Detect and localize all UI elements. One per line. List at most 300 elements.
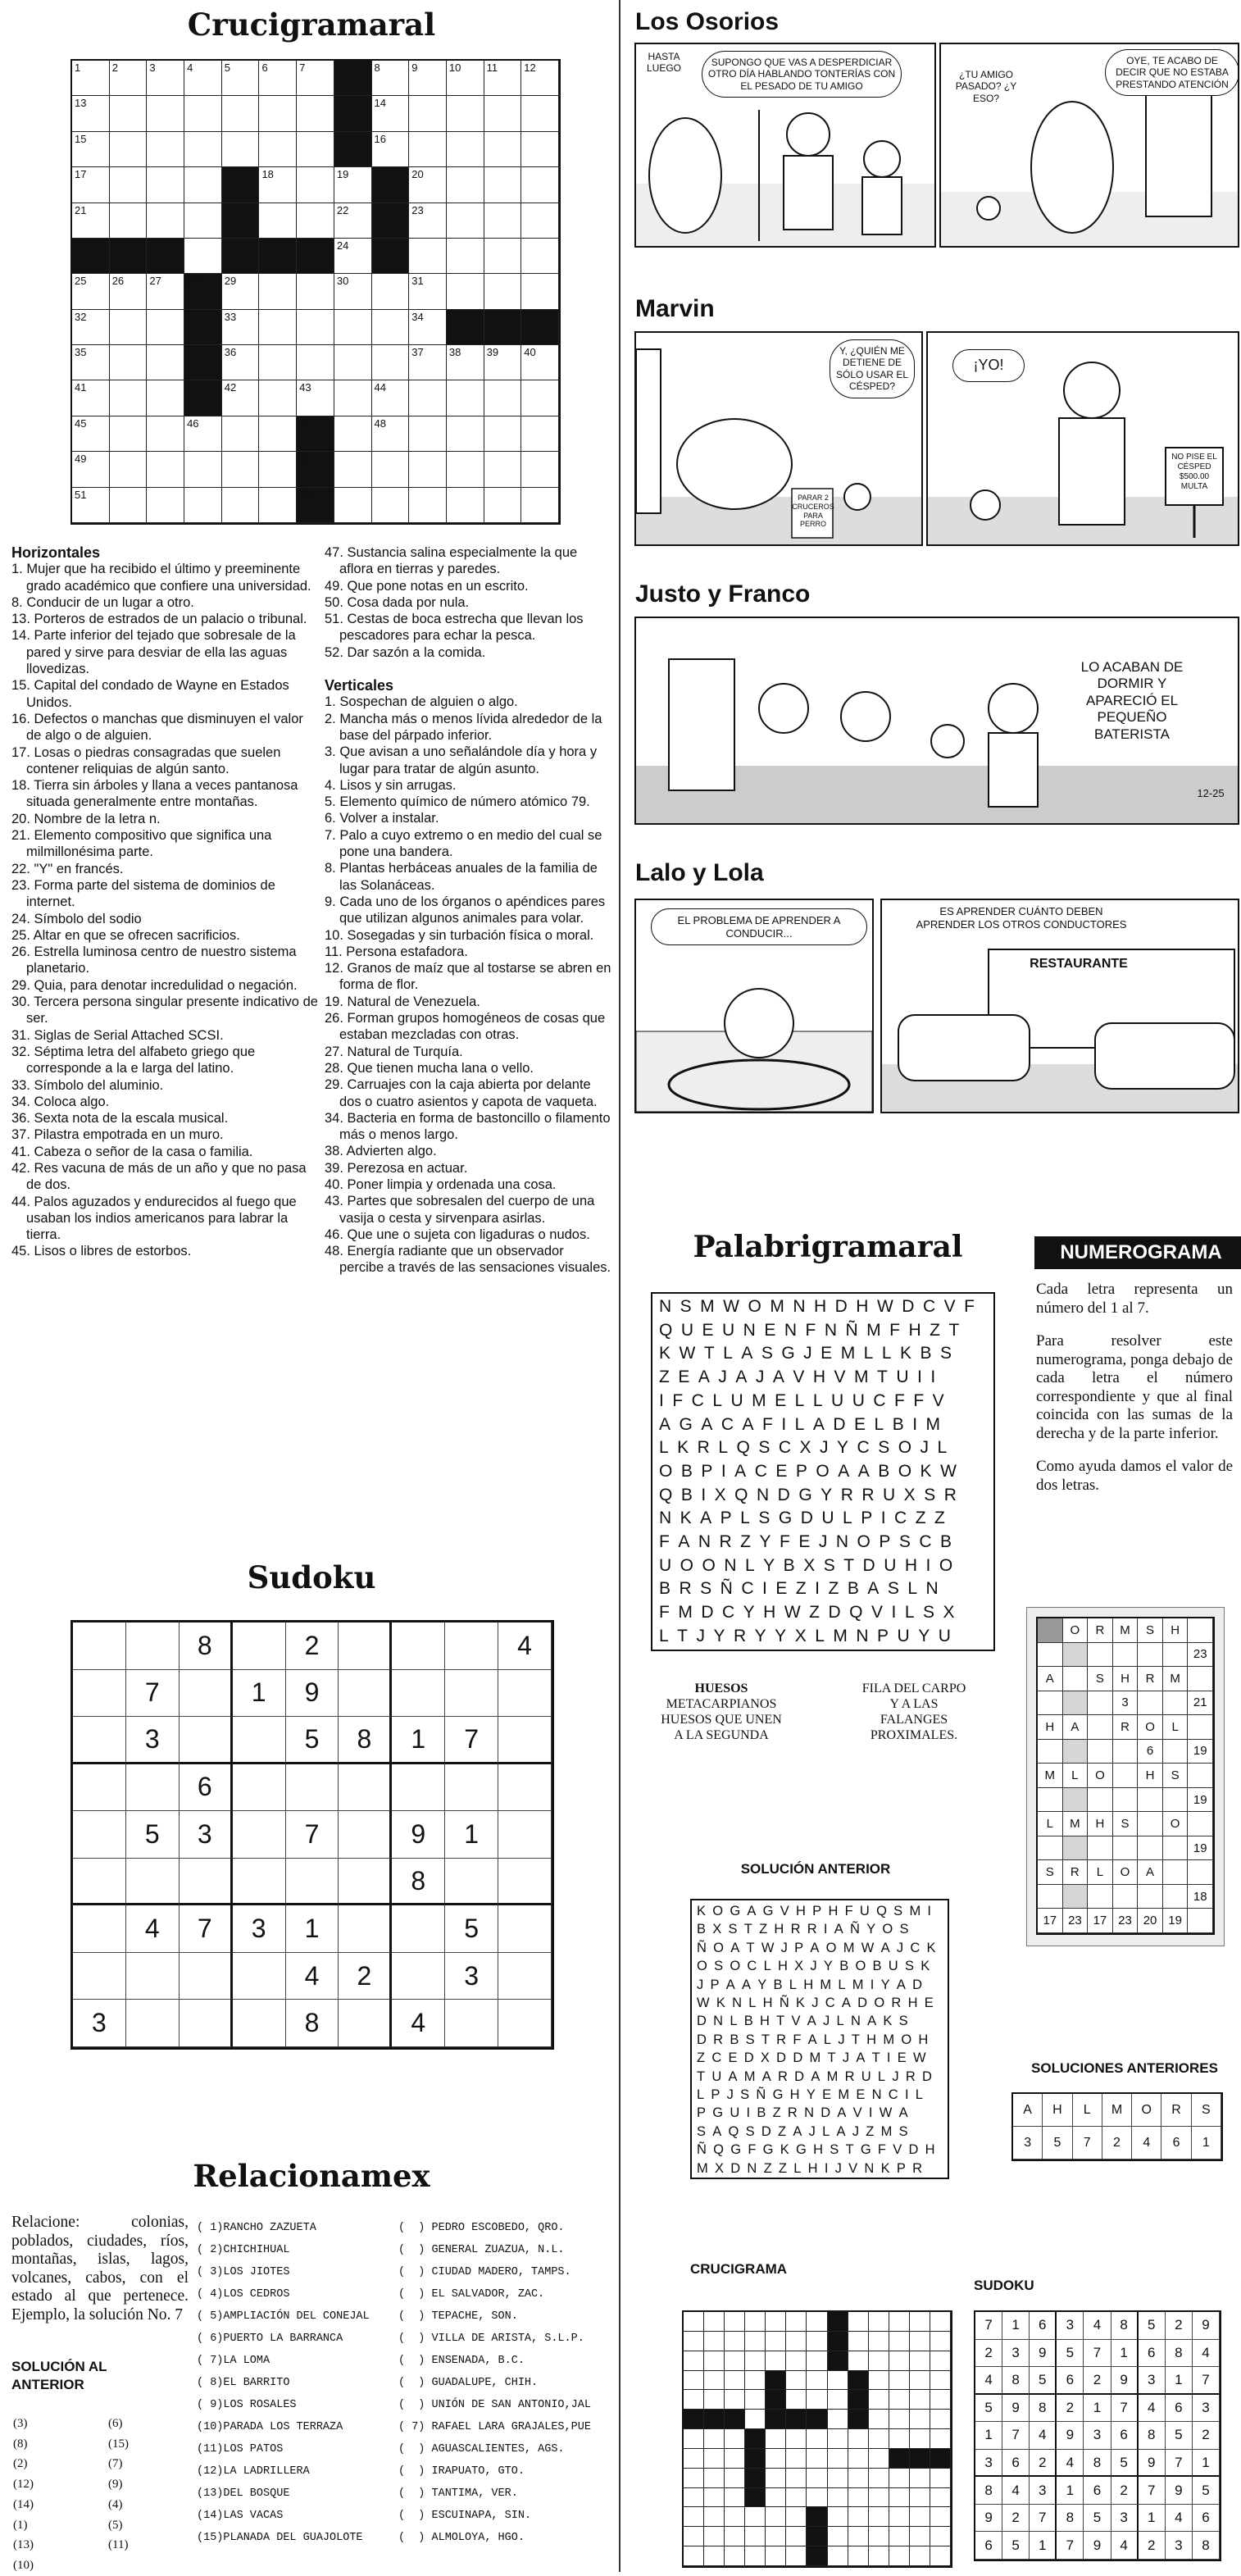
numerograma-cell[interactable]	[1138, 1885, 1163, 1909]
sudoku-cell[interactable]: 4	[126, 1905, 180, 1953]
crossword-cell[interactable]	[222, 452, 260, 487]
crossword-cell[interactable]	[409, 203, 447, 239]
numerograma-cell[interactable]	[1063, 1885, 1089, 1909]
crossword-cell[interactable]	[372, 96, 410, 131]
numerograma-cell: A	[1038, 1667, 1063, 1691]
numerograma-cell[interactable]	[1163, 1788, 1189, 1813]
sudoku-cell[interactable]: 9	[286, 1670, 339, 1718]
crossword-cell[interactable]	[72, 203, 110, 239]
crossword-cell[interactable]	[147, 345, 184, 380]
sudoku-cell[interactable]: 3	[180, 1811, 233, 1859]
crossword-cell[interactable]	[110, 488, 148, 523]
crossword-cell[interactable]	[521, 96, 559, 131]
crossword-cell[interactable]	[372, 380, 410, 416]
crossword-cell[interactable]	[334, 416, 372, 452]
crucigrama-solution-grid	[682, 2310, 952, 2568]
solution-cell	[848, 2546, 869, 2566]
solution-cell	[704, 2488, 725, 2508]
crossword-cell[interactable]	[222, 96, 260, 131]
crossword-cell[interactable]	[110, 416, 148, 452]
crossword-cell[interactable]	[222, 310, 260, 345]
sudoku-cell[interactable]	[73, 1764, 126, 1812]
numerograma-cell[interactable]	[1038, 1836, 1063, 1861]
crossword-cell[interactable]	[259, 203, 297, 239]
numerograma-cell[interactable]	[1138, 1812, 1163, 1836]
sudoku-solution-cell: 6	[1084, 2477, 1111, 2505]
numerograma-cell[interactable]	[1113, 1643, 1139, 1668]
crossword-cell[interactable]	[147, 203, 184, 239]
crossword-cell[interactable]	[372, 274, 410, 309]
numerograma-cell[interactable]	[1038, 1740, 1063, 1764]
crossword-cell[interactable]	[72, 488, 110, 523]
crossword-cell[interactable]	[484, 452, 522, 487]
clue: 42. Res vacuna de más de un año y que no pasa de dos.	[11, 1160, 307, 1193]
sudoku-cell[interactable]: 8	[339, 1717, 392, 1764]
crossword-cell[interactable]	[72, 274, 110, 309]
crossword-cell[interactable]	[259, 61, 297, 96]
crossword-cell[interactable]	[222, 416, 260, 452]
crossword-cell[interactable]	[147, 310, 184, 345]
crossword-cell[interactable]	[372, 345, 410, 380]
sudoku-cell[interactable]	[233, 1623, 286, 1670]
sudoku-cell[interactable]	[498, 1670, 552, 1718]
crossword-cell[interactable]	[297, 203, 334, 239]
sudoku-solution-cell: 6	[975, 2532, 1002, 2560]
cell-number: 23	[411, 203, 424, 216]
crossword-cell[interactable]	[110, 61, 148, 96]
crossword-cell[interactable]	[110, 310, 148, 345]
numerograma-cell[interactable]	[1088, 1740, 1113, 1764]
numerograma-cell[interactable]	[1163, 1836, 1189, 1861]
crossword-cell[interactable]	[297, 345, 334, 380]
sudoku-cell[interactable]: 1	[233, 1670, 286, 1718]
sudoku-cell[interactable]: 1	[392, 1717, 445, 1764]
sudoku-cell[interactable]	[392, 1953, 445, 2000]
crossword-cell[interactable]	[409, 452, 447, 487]
numerograma-cell[interactable]	[1163, 1885, 1189, 1909]
numerograma-cell[interactable]	[1113, 1764, 1139, 1788]
crossword-cell[interactable]	[521, 380, 559, 416]
crossword-cell[interactable]	[72, 61, 110, 96]
numerograma-cell[interactable]	[1138, 1788, 1163, 1813]
sudoku-cell[interactable]: 1	[445, 1811, 498, 1859]
sudoku-cell[interactable]: 7	[286, 1811, 339, 1859]
crossword-cell[interactable]	[259, 380, 297, 416]
crossword-cell[interactable]	[521, 239, 559, 274]
crossword-cell[interactable]	[147, 452, 184, 487]
crossword-cell[interactable]	[184, 239, 222, 274]
crossword-cell[interactable]	[334, 310, 372, 345]
numerograma-cell[interactable]	[1088, 1885, 1113, 1909]
crossword-cell[interactable]	[409, 380, 447, 416]
sudoku-cell[interactable]	[73, 1670, 126, 1718]
numerograma-cell[interactable]	[1038, 1788, 1063, 1813]
sudoku-cell[interactable]	[126, 1859, 180, 1906]
sudoku-cell[interactable]: 2	[286, 1623, 339, 1670]
word-search-row: Z C E D X D D M T J A T I E W	[697, 2050, 926, 2066]
crossword-cell[interactable]	[521, 488, 559, 523]
sudoku-cell[interactable]: 5	[286, 1717, 339, 1764]
crossword-cell[interactable]	[184, 167, 222, 203]
cell-number: 8	[374, 61, 380, 74]
numerograma-cell[interactable]	[1113, 1740, 1139, 1764]
crossword-cell[interactable]	[334, 380, 372, 416]
crossword-cell[interactable]	[147, 61, 184, 96]
crossword-cell[interactable]	[447, 96, 484, 131]
crossword-cell[interactable]	[110, 345, 148, 380]
crossword-cell[interactable]	[484, 488, 522, 523]
sudoku-cell[interactable]	[73, 1717, 126, 1764]
crossword-cell[interactable]	[521, 416, 559, 452]
crossword-cell[interactable]	[184, 452, 222, 487]
numerograma-cell[interactable]	[1163, 1860, 1189, 1885]
crossword-cell[interactable]	[409, 488, 447, 523]
crossword-cell[interactable]	[484, 380, 522, 416]
crossword-cell[interactable]	[334, 167, 372, 203]
crossword-cell[interactable]	[72, 96, 110, 131]
crossword-cell[interactable]	[297, 96, 334, 131]
solution-cell	[889, 2469, 910, 2488]
crossword-grid[interactable]	[70, 59, 561, 525]
crossword-cell[interactable]	[259, 310, 297, 345]
crossword-cell[interactable]	[372, 488, 410, 523]
crossword-cell[interactable]	[184, 203, 222, 239]
solution-cell	[930, 2469, 951, 2488]
sudoku-cell[interactable]	[73, 1859, 126, 1906]
sudoku-cell[interactable]: 3	[445, 1953, 498, 2000]
numerograma-cell[interactable]	[1063, 1643, 1089, 1668]
relacion-right-item: ( ) ESCUINAPA, SIN.	[398, 2510, 532, 2522]
numerograma-cell[interactable]	[1138, 1691, 1163, 1716]
sudoku-cell[interactable]	[180, 1859, 233, 1906]
sudoku-cell[interactable]: 8	[286, 2000, 339, 2047]
crossword-cell[interactable]	[372, 416, 410, 452]
crossword-cell[interactable]	[447, 345, 484, 380]
sudoku-cell[interactable]: 3	[126, 1717, 180, 1764]
crossword-cell[interactable]	[110, 203, 148, 239]
sudoku-cell[interactable]	[126, 1764, 180, 1812]
crossword-cell[interactable]	[334, 274, 372, 309]
sudoku-cell[interactable]	[445, 1859, 498, 1906]
crossword-cell[interactable]	[72, 345, 110, 380]
numerograma-cell[interactable]	[1113, 1836, 1139, 1861]
crossword-cell[interactable]	[521, 167, 559, 203]
crossword-cell[interactable]	[297, 132, 334, 167]
crossword-cell[interactable]	[334, 488, 372, 523]
sudoku-cell[interactable]: 2	[339, 1953, 392, 2000]
sudoku-cell[interactable]	[392, 1764, 445, 1812]
sudoku-cell[interactable]: 5	[445, 1905, 498, 1953]
crossword-cell[interactable]	[521, 203, 559, 239]
cell-number: 13	[75, 97, 87, 110]
cell-number: 37	[411, 346, 424, 359]
crossword-cell[interactable]	[521, 452, 559, 487]
crossword-cell[interactable]	[259, 488, 297, 523]
crossword-cell[interactable]	[484, 416, 522, 452]
crossword-cell[interactable]	[484, 239, 522, 274]
numerograma-cell[interactable]	[1063, 1667, 1089, 1691]
sudoku-cell[interactable]	[73, 1811, 126, 1859]
solution-cell	[848, 2469, 869, 2488]
sudoku-cell[interactable]	[339, 1764, 392, 1812]
sudoku-cell[interactable]	[233, 1953, 286, 2000]
crossword-cell[interactable]	[184, 488, 222, 523]
crossword-cell[interactable]	[297, 61, 334, 96]
word-search-row: F A N R Z Y F E J N O P S C B	[659, 1532, 952, 1552]
numerograma-cell[interactable]	[1088, 1788, 1113, 1813]
sudoku-cell[interactable]	[445, 1764, 498, 1812]
numerograma-cell[interactable]	[1063, 1788, 1089, 1813]
sudoku-cell[interactable]	[339, 1811, 392, 1859]
crossword-cell[interactable]	[147, 167, 184, 203]
sudoku-cell[interactable]	[73, 1623, 126, 1670]
sudoku-cell[interactable]	[392, 1670, 445, 1718]
numerograma-grid[interactable]	[1036, 1617, 1215, 1935]
numerograma-cell[interactable]	[1088, 1643, 1113, 1668]
sudoku-cell[interactable]: 7	[126, 1670, 180, 1718]
crossword-cell[interactable]	[447, 488, 484, 523]
crossword-cell[interactable]	[334, 203, 372, 239]
crossword-cell[interactable]	[409, 345, 447, 380]
crossword-cell[interactable]	[409, 239, 447, 274]
crossword-cell[interactable]	[259, 167, 297, 203]
crossword-cell[interactable]	[72, 167, 110, 203]
sudoku-cell[interactable]: 5	[126, 1811, 180, 1859]
crossword-cell[interactable]	[372, 61, 410, 96]
crossword-cell[interactable]	[409, 167, 447, 203]
sudoku-cell[interactable]: 8	[392, 1859, 445, 1906]
word-search-row: P G U I B Z R N D A V I W A	[697, 2105, 908, 2121]
crossword-cell[interactable]	[184, 132, 222, 167]
crossword-cell[interactable]	[334, 239, 372, 274]
crossword-cell[interactable]	[72, 132, 110, 167]
sudoku-cell[interactable]	[126, 1623, 180, 1670]
sudoku-cell[interactable]	[180, 1717, 233, 1764]
sudoku-cell[interactable]	[498, 1811, 552, 1859]
crossword-cell[interactable]	[334, 452, 372, 487]
crossword-cell[interactable]	[521, 345, 559, 380]
sudoku-cell[interactable]	[445, 1623, 498, 1670]
numerograma-cell[interactable]	[1138, 1836, 1163, 1861]
sudoku-cell[interactable]	[233, 1764, 286, 1812]
sudoku-cell[interactable]	[498, 1764, 552, 1812]
crossword-cell[interactable]	[147, 416, 184, 452]
crossword-cell[interactable]	[259, 345, 297, 380]
sudoku-cell[interactable]	[498, 1717, 552, 1764]
sudoku-cell[interactable]	[498, 1953, 552, 2000]
crossword-cell[interactable]	[521, 132, 559, 167]
crossword-cell[interactable]	[222, 488, 260, 523]
marvin-panel-2	[926, 331, 1239, 546]
crossword-cell[interactable]	[72, 380, 110, 416]
sudoku-cell[interactable]: 1	[286, 1905, 339, 1953]
crossword-cell[interactable]	[184, 96, 222, 131]
numerograma-cell[interactable]	[1088, 1836, 1113, 1861]
crossword-cell[interactable]	[259, 452, 297, 487]
sudoku-cell[interactable]	[339, 2000, 392, 2047]
crossword-cell[interactable]	[409, 61, 447, 96]
crossword-cell[interactable]	[447, 452, 484, 487]
sudoku-cell[interactable]	[180, 1953, 233, 2000]
sudoku-cell[interactable]: 7	[445, 1717, 498, 1764]
sudoku-cell[interactable]	[339, 1670, 392, 1718]
crossword-cell[interactable]	[447, 380, 484, 416]
crossword-cell[interactable]	[521, 61, 559, 96]
crossword-cell[interactable]	[297, 380, 334, 416]
crossword-cell[interactable]	[484, 203, 522, 239]
solution-cell	[910, 2449, 930, 2469]
sudoku-solution-cell: 6	[1002, 2450, 1030, 2478]
crossword-cell[interactable]	[447, 132, 484, 167]
crossword-cell[interactable]	[259, 132, 297, 167]
solution-item: (13)	[13, 2538, 34, 2552]
numerograma-cell[interactable]	[1163, 1643, 1189, 1668]
crossword-cell[interactable]	[297, 167, 334, 203]
crossword-cell[interactable]	[447, 239, 484, 274]
sudoku-grid[interactable]	[70, 1620, 554, 2050]
crossword-cell[interactable]	[184, 416, 222, 452]
crossword-cell[interactable]	[409, 310, 447, 345]
crossword-cell[interactable]	[72, 310, 110, 345]
sudoku-cell[interactable]	[498, 1859, 552, 1906]
crossword-cell[interactable]	[110, 132, 148, 167]
crossword-cell[interactable]	[484, 96, 522, 131]
solution-cell	[889, 2332, 910, 2351]
crossword-cell[interactable]	[110, 380, 148, 416]
crossword-cell[interactable]	[447, 416, 484, 452]
solution-cell	[848, 2371, 869, 2391]
crossword-cell[interactable]	[110, 167, 148, 203]
sudoku-cell[interactable]	[233, 1859, 286, 1906]
numerograma-cell[interactable]	[1113, 1885, 1139, 1909]
numerograma-cell[interactable]	[1138, 1643, 1163, 1668]
crossword-cell[interactable]	[484, 167, 522, 203]
numerograma-cell[interactable]	[1063, 1691, 1089, 1716]
sudoku-cell[interactable]: 9	[392, 1811, 445, 1859]
crossword-cell[interactable]	[409, 416, 447, 452]
sudoku-cell[interactable]: 3	[233, 1905, 286, 1953]
crossword-cell[interactable]	[222, 345, 260, 380]
crossword-cell[interactable]	[110, 452, 148, 487]
sudoku-cell[interactable]	[233, 1811, 286, 1859]
crossword-cell[interactable]	[222, 132, 260, 167]
numerograma-cell[interactable]	[1038, 1643, 1063, 1668]
word-search-row: J P A A Y B L H M L M I Y A D	[697, 1977, 923, 1992]
crossword-cell[interactable]	[72, 416, 110, 452]
crossword-cell[interactable]	[409, 132, 447, 167]
crossword-cell[interactable]	[147, 96, 184, 131]
crossword-cell[interactable]	[297, 310, 334, 345]
crossword-cell[interactable]	[222, 380, 260, 416]
sudoku-cell[interactable]	[445, 1670, 498, 1718]
crossword-cell[interactable]	[372, 310, 410, 345]
sudoku-cell[interactable]	[233, 2000, 286, 2047]
sudoku-cell[interactable]: 6	[180, 1764, 233, 1812]
sudoku-cell[interactable]	[126, 1953, 180, 2000]
sudoku-cell[interactable]	[339, 1905, 392, 1953]
crossword-cell[interactable]	[110, 274, 148, 309]
crossword-cell[interactable]	[447, 203, 484, 239]
sudoku-cell[interactable]: 8	[180, 1623, 233, 1670]
crossword-cell[interactable]	[184, 61, 222, 96]
crossword-cell[interactable]	[372, 452, 410, 487]
sudoku-cell[interactable]	[286, 1859, 339, 1906]
crossword-cell[interactable]	[259, 416, 297, 452]
clue: 43. Partes que sobresalen del cuerpo de una vasija o cesta y sirvenpara asirlas.	[325, 1194, 595, 1226]
crossword-cell[interactable]	[222, 61, 260, 96]
crossword-cell[interactable]	[147, 132, 184, 167]
crossword-cell[interactable]	[447, 61, 484, 96]
crossword-cell[interactable]	[147, 488, 184, 523]
crossword-cell[interactable]	[222, 274, 260, 309]
numerograma-cell[interactable]	[1163, 1691, 1189, 1716]
sudoku-cell[interactable]	[498, 1905, 552, 1953]
numerograma-cell[interactable]	[1038, 1618, 1063, 1643]
crossword-cell[interactable]	[484, 61, 522, 96]
crossword-cell[interactable]	[447, 274, 484, 309]
sudoku-cell[interactable]	[498, 2000, 552, 2047]
crossword-cell[interactable]	[147, 380, 184, 416]
sudoku-cell[interactable]	[392, 1905, 445, 1953]
sudoku-cell[interactable]	[180, 1670, 233, 1718]
numerograma-cell[interactable]	[1163, 1740, 1189, 1764]
crossword-cell[interactable]	[447, 167, 484, 203]
sudoku-cell[interactable]	[73, 1905, 126, 1953]
crossword-cell[interactable]	[521, 274, 559, 309]
crossword-cell[interactable]	[297, 274, 334, 309]
crossword-cell[interactable]	[259, 96, 297, 131]
crossword-cell[interactable]	[484, 132, 522, 167]
numerograma-cell[interactable]	[1038, 1691, 1063, 1716]
word-search-grid[interactable]	[651, 1292, 995, 1651]
sudoku-cell[interactable]	[392, 1623, 445, 1670]
numerograma-cell[interactable]	[1088, 1715, 1113, 1740]
sudoku-cell[interactable]: 7	[180, 1905, 233, 1953]
sudoku-solution-cell: 8	[975, 2477, 1002, 2505]
numerograma-cell[interactable]	[1063, 1836, 1089, 1861]
sudoku-solution-cell: 7	[1111, 2395, 1139, 2423]
sudoku-cell[interactable]: 4	[286, 1953, 339, 2000]
crossword-cell[interactable]	[334, 345, 372, 380]
crossword-cell[interactable]	[110, 96, 148, 131]
sudoku-cell[interactable]	[339, 1859, 392, 1906]
sudoku-cell[interactable]: 4	[392, 2000, 445, 2047]
sudoku-cell[interactable]: 3	[73, 2000, 126, 2047]
sudoku-cell[interactable]	[445, 2000, 498, 2047]
crossword-cell[interactable]	[147, 274, 184, 309]
crossword-cell[interactable]	[409, 274, 447, 309]
sudoku-cell[interactable]	[233, 1717, 286, 1764]
sudoku-cell[interactable]	[126, 2000, 180, 2047]
crossword-cell[interactable]	[72, 452, 110, 487]
numerograma-cell[interactable]	[1038, 1885, 1063, 1909]
sudoku-cell[interactable]	[180, 2000, 233, 2047]
sudoku-cell[interactable]: 4	[498, 1623, 552, 1670]
crossword-cell[interactable]	[484, 274, 522, 309]
sudoku-cell[interactable]	[286, 1764, 339, 1812]
crossword-cell[interactable]	[409, 96, 447, 131]
crossword-cell[interactable]	[484, 345, 522, 380]
crossword-cell[interactable]	[259, 274, 297, 309]
numerograma-cell[interactable]	[1088, 1691, 1113, 1716]
sudoku-cell[interactable]	[73, 1953, 126, 2000]
relacionamex-right-list[interactable]	[398, 2217, 591, 2549]
numerograma-cell[interactable]	[1113, 1788, 1139, 1813]
numerograma-cell[interactable]	[1063, 1740, 1089, 1764]
cell-number: 1	[75, 61, 81, 74]
crossword-cell[interactable]	[372, 132, 410, 167]
sudoku-cell[interactable]	[339, 1623, 392, 1670]
